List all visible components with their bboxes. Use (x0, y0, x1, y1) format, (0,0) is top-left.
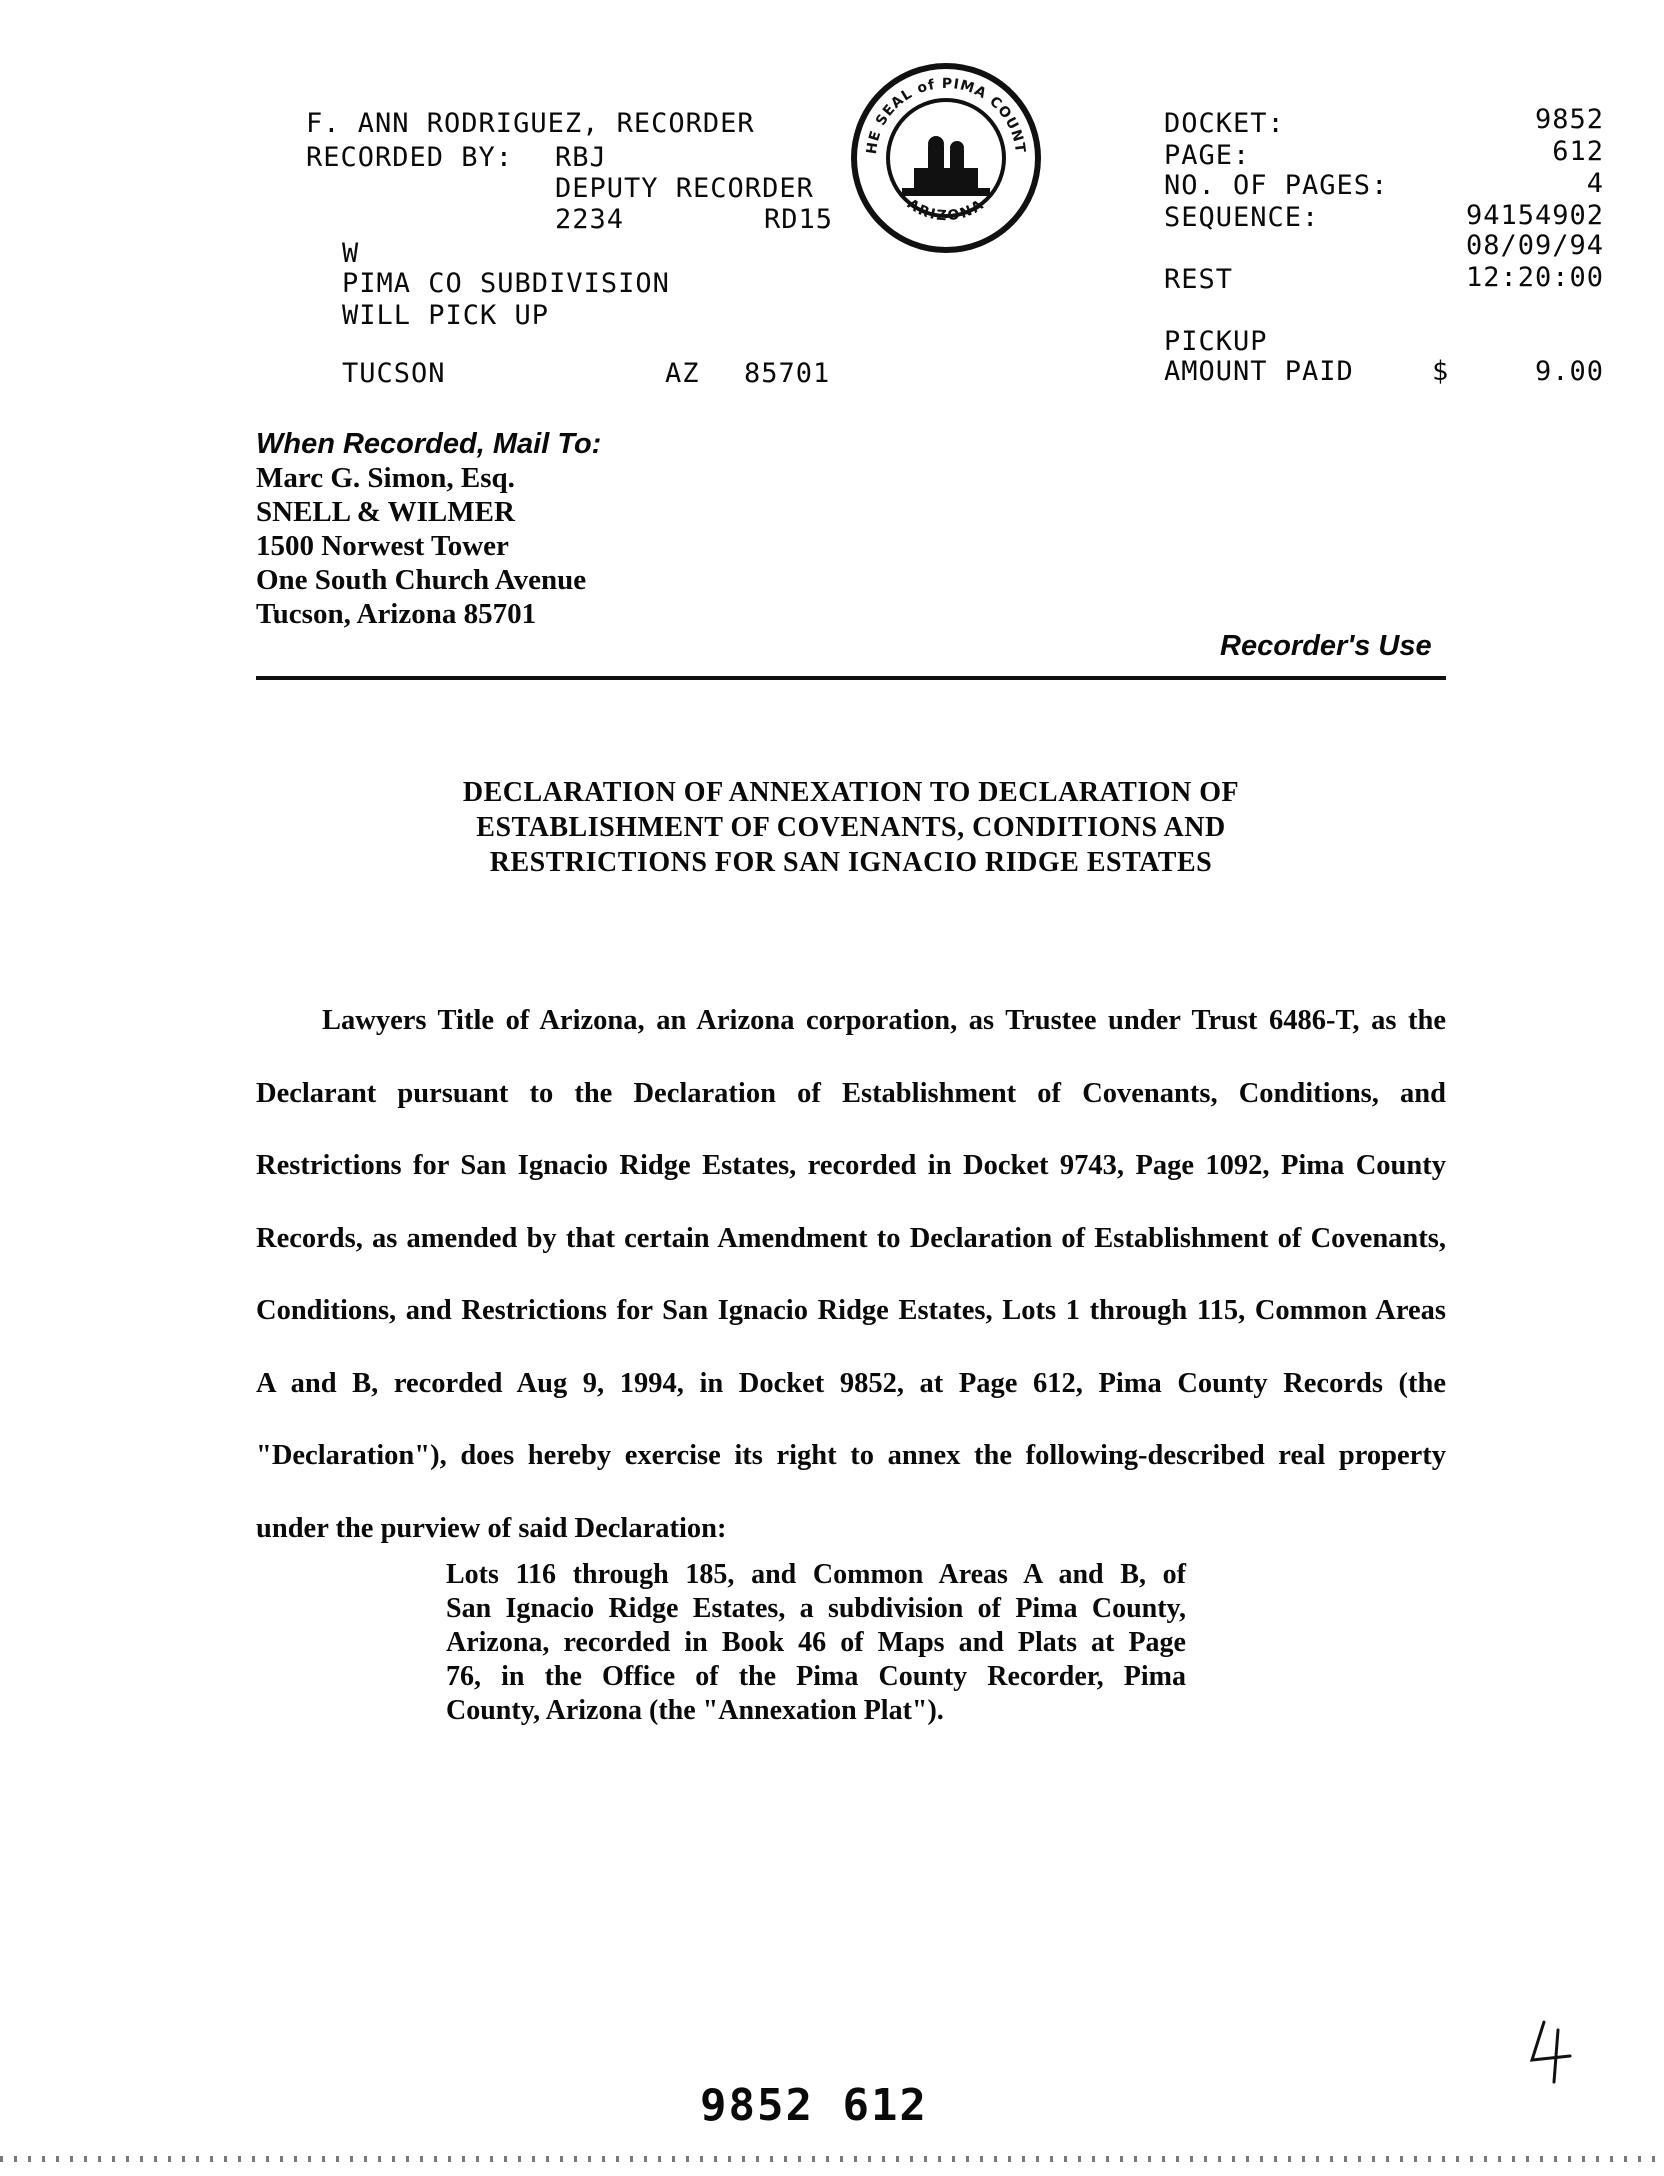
recorder-name: F. ANN RODRIGUEZ, RECORDER (306, 108, 755, 139)
property-line: Lots 116 through 185, and Common Areas A and B, of (446, 1559, 1186, 1590)
page-value: 612 (1552, 136, 1604, 167)
svg-text:ARIZONA (904, 196, 988, 224)
num-pages-label: NO. OF PAGES: (1164, 170, 1389, 201)
entity-name: PIMA CO SUBDIVISION (342, 268, 670, 299)
body-line: A and B, recorded Aug 9, 1994, in Docket 9852, at Page 612, Pima County Records (the (256, 1367, 1446, 1399)
body-line: "Declaration"), does hereby exercise its right to annex the following-described real property (256, 1440, 1446, 1471)
body-line: under the purview of said Declaration: (256, 1512, 727, 1544)
title-line: DECLARATION OF ANNEXATION TO DECLARATION OF (462, 777, 1240, 808)
w-mark: W (342, 238, 360, 269)
sequence-label: SEQUENCE: (1164, 202, 1320, 233)
sequence-value: 94154902 (1465, 200, 1604, 231)
pickup-note: WILL PICK UP (342, 300, 550, 331)
body-line: Declarant pursuant to the Declaration of Establishment of Covenants, Conditions, and (256, 1077, 1446, 1109)
body-line: Records, as amended by that certain Amendment to Declaration of Establishment of Covenants, (256, 1222, 1446, 1254)
city: TUCSON (342, 358, 446, 389)
recorded-by-label: RECORDED BY: (306, 142, 514, 173)
seal-top-text: HE SEAL of PIMA COUNT (863, 75, 1028, 156)
property-description (446, 1558, 1186, 1728)
scan-edge-noise (0, 2156, 1664, 2162)
mail-to-line: SNELL & WILMER (256, 496, 515, 528)
handwritten-page-number (1524, 2016, 1584, 2086)
amount-paid-value: 9.00 (1534, 356, 1604, 387)
docket-label: DOCKET: (1164, 108, 1285, 139)
mail-to-line: Marc G. Simon, Esq. (256, 462, 515, 494)
body-line: Lawyers Title of Arizona, an Arizona corporation, as Trustee under Trust 6486-T, as the (322, 1005, 1446, 1036)
footer-docket-page: 9852 612 (700, 2080, 928, 2131)
property-line: San Ignacio Ridge Estates, a subdivision of Pima County, (446, 1593, 1186, 1624)
divider-rule (256, 676, 1446, 680)
rest-label: REST (1164, 264, 1234, 295)
state: AZ (665, 358, 700, 389)
body-paragraph (256, 985, 1446, 1565)
docket-value: 9852 (1534, 104, 1604, 135)
record-date: 08/09/94 (1465, 230, 1604, 261)
property-line: 76, in the Office of the Pima County Recorder, Pima (446, 1661, 1186, 1692)
mail-to-line: One South Church Avenue (256, 564, 587, 596)
property-line: Arizona, recorded in Book 46 of Maps and Plats at Page (446, 1627, 1186, 1658)
page-label: PAGE: (1164, 140, 1251, 171)
county-seal (848, 60, 1044, 256)
mail-to-line: 1500 Norwest Tower (256, 530, 509, 562)
deputy-recorder: DEPUTY RECORDER (555, 173, 814, 204)
property-line: County, Arizona (the "Annexation Plat"). (446, 1695, 944, 1726)
title-line: ESTABLISHMENT OF COVENANTS, CONDITIONS AND (476, 812, 1226, 843)
pickup-label: PICKUP (1164, 326, 1268, 357)
title-line: RESTRICTIONS FOR SAN IGNACIO RIDGE ESTATES (489, 847, 1213, 878)
code-left: 2234 (555, 204, 625, 235)
recorders-use-label: Recorder's Use (1220, 630, 1432, 662)
amount-paid-label: AMOUNT PAID (1164, 356, 1354, 387)
mail-to-line: Tucson, Arizona 85701 (256, 598, 537, 630)
recorded-by-value: RBJ (555, 142, 607, 173)
document-title (256, 775, 1446, 880)
body-line: Restrictions for San Ignacio Ridge Estates, recorded in Docket 9743, Page 1092, Pima County (256, 1150, 1446, 1181)
mail-to-heading: When Recorded, Mail To: (256, 428, 602, 460)
record-time: 12:20:00 (1465, 262, 1604, 293)
code-right: RD15 (764, 204, 834, 235)
body-line: Conditions, and Restrictions for San Ignacio Ridge Estates, Lots 1 through 115, Common Areas (256, 1295, 1446, 1326)
currency-symbol: $ (1432, 356, 1450, 387)
seal-bottom-text: ARIZONA (904, 196, 988, 225)
num-pages-value: 4 (1586, 168, 1604, 199)
zip: 85701 (744, 358, 831, 389)
